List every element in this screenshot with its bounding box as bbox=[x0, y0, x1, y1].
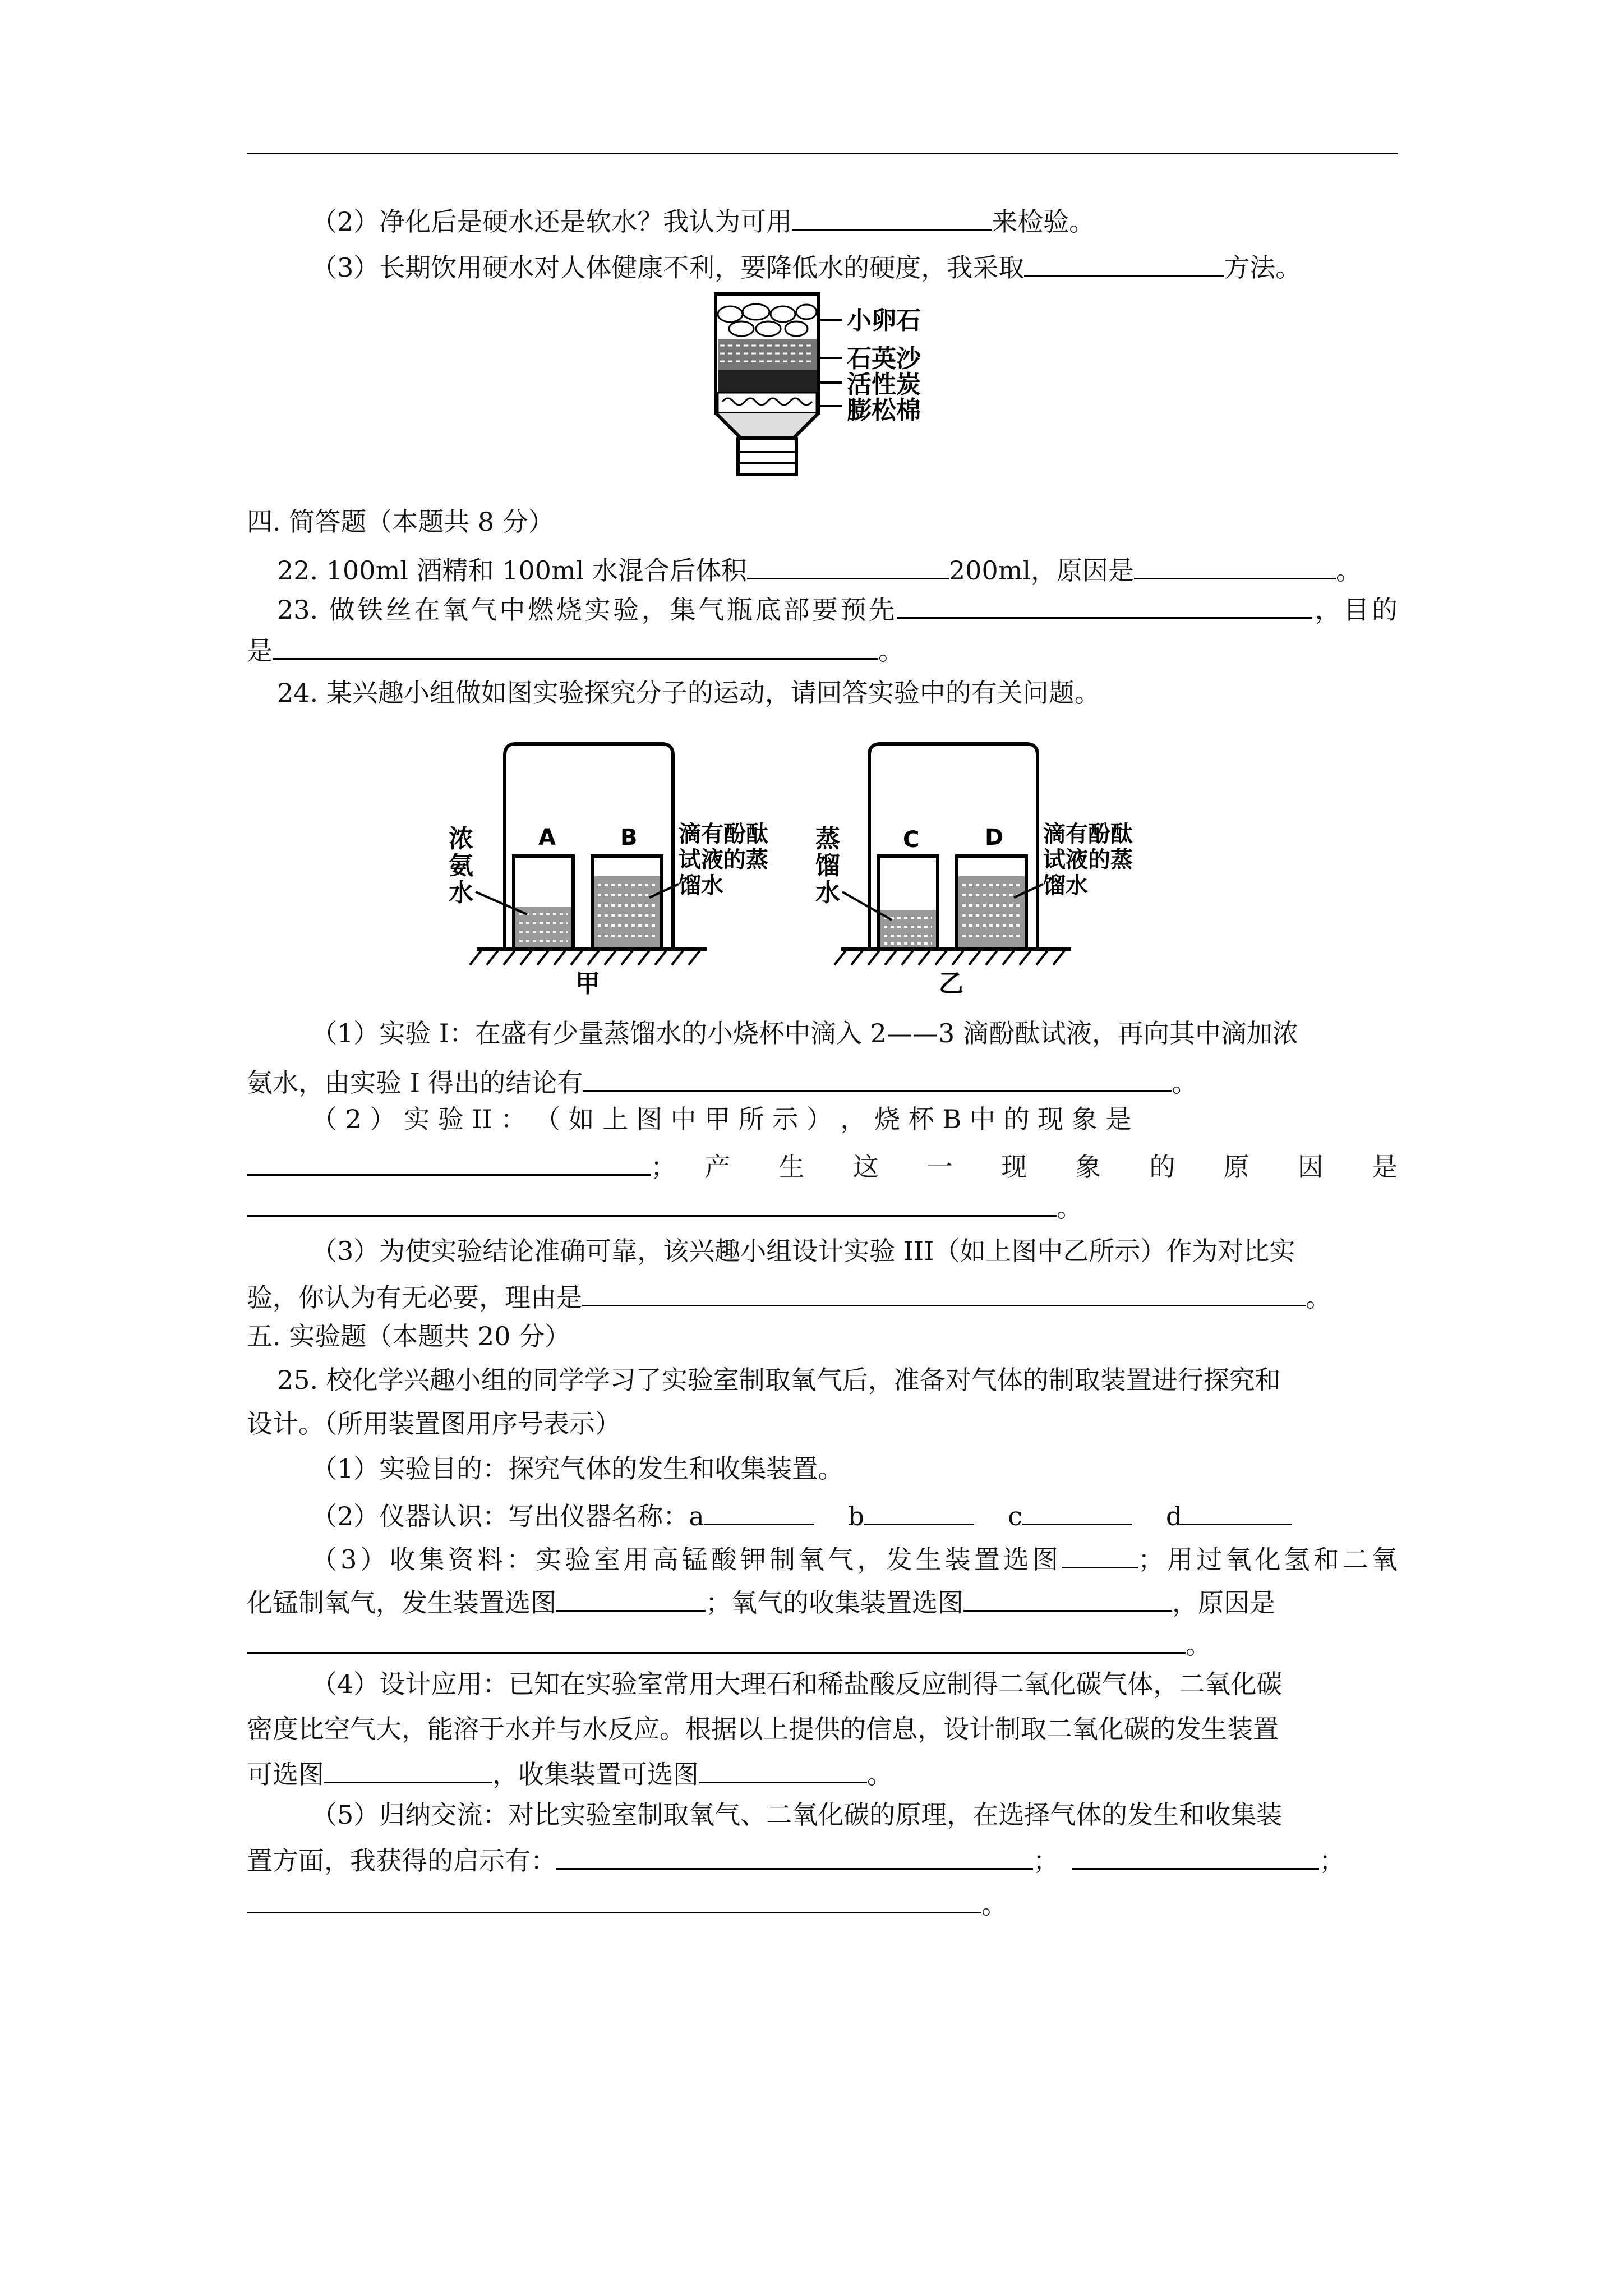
q23-cont bbox=[247, 631, 904, 668]
molecule-experiment-figure bbox=[443, 729, 1183, 999]
q25-p1: （1）实验目的：探究气体的发生和收集装置。 bbox=[311, 1453, 844, 1484]
q25-p3d-text: ；氧气的收集装置选图 bbox=[706, 1588, 963, 1618]
label-phenol-water-1: 滴有酚酞 bbox=[679, 821, 768, 847]
q22-text: 22. 100ml 酒精和 100ml 水混合后体积 bbox=[277, 555, 747, 586]
q24-1a: （1）实验 I：在盛有少量蒸馏水的小烧杯中滴入 2——3 滴酚酞试液，再向其中滴加浓 bbox=[311, 1018, 1298, 1048]
q22-end: 。 bbox=[1336, 555, 1362, 586]
q25-p5-sep2: ； bbox=[1319, 1846, 1345, 1876]
section4-title: 四. 简答题（本题共 8 分） bbox=[247, 507, 554, 537]
q25-p4c bbox=[247, 1755, 893, 1791]
q23-end: 。 bbox=[878, 636, 904, 666]
q21-part2-end: 来检验。 bbox=[992, 206, 1095, 237]
answer-blank-b[interactable] bbox=[864, 1497, 974, 1525]
answer-blank[interactable] bbox=[747, 551, 949, 579]
q24-2b bbox=[247, 1147, 1398, 1184]
answer-blank-a[interactable] bbox=[704, 1497, 814, 1525]
q24-3-end: 。 bbox=[1306, 1282, 1331, 1313]
label-conc-ammonia-3: 水 bbox=[449, 878, 473, 907]
q24-3a: （3）为使实验结论准确可靠，该兴趣小组设计实验 III（如上图中乙所示）作为对比实 bbox=[311, 1236, 1295, 1266]
answer-blank[interactable] bbox=[247, 1188, 1057, 1217]
q24-2a: （ 2 ） 实 验 II ： （ 如 上 图 中 甲 所 示 ） ， 烧 杯 B 中 的 现 象 是 bbox=[311, 1104, 1132, 1134]
bottle-neck bbox=[738, 439, 796, 475]
q22 bbox=[277, 551, 1362, 587]
q25-p4-end: 。 bbox=[867, 1759, 893, 1789]
q24-1-end: 。 bbox=[1172, 1068, 1198, 1098]
q25-p3b-text: ；用过氧化氢和二氧 bbox=[1138, 1544, 1398, 1575]
q25-p5-sep1: ； bbox=[1033, 1846, 1059, 1876]
q25-p3c bbox=[247, 1583, 1275, 1619]
q25-p2-d: d bbox=[1165, 1501, 1183, 1531]
q24-1b bbox=[247, 1063, 1197, 1099]
label-phenol-water-3: 馏水 bbox=[679, 873, 723, 899]
label-activated-carbon: 活性炭 bbox=[847, 370, 921, 399]
answer-blank[interactable] bbox=[247, 1147, 651, 1176]
answer-blank[interactable] bbox=[1062, 1540, 1138, 1568]
q25-p2-c: c bbox=[1008, 1501, 1022, 1531]
q24-3b bbox=[247, 1278, 1331, 1314]
caption-yi: 乙 bbox=[939, 969, 963, 998]
q25-b: 设计。（所用装置图用序号表示） bbox=[247, 1409, 621, 1439]
liquid-c bbox=[880, 910, 936, 947]
q25-p3a-text: （3）收集资料：实验室用高锰酸钾制氧气，发生装置选图 bbox=[311, 1544, 1062, 1575]
q25-p5-end: 。 bbox=[981, 1889, 1007, 1920]
setup-jia bbox=[449, 744, 768, 998]
answer-blank[interactable] bbox=[582, 1278, 1306, 1306]
quartz-sand-layer bbox=[718, 339, 817, 370]
answer-blank[interactable] bbox=[1024, 248, 1224, 277]
q25-p5-cont bbox=[247, 1885, 1007, 1921]
q25-p3-cont bbox=[247, 1625, 1211, 1662]
label-phenol-water-2: 试液的蒸 bbox=[679, 847, 768, 873]
answer-blank[interactable] bbox=[247, 1885, 981, 1913]
answer-blank[interactable] bbox=[897, 590, 1312, 619]
q21-part2-text: （2）净化后是硬水还是软水？我认为可用 bbox=[311, 206, 792, 237]
q21-part3-text: （3）长期饮用硬水对人体健康不利，要降低水的硬度，我采取 bbox=[311, 252, 1025, 283]
q25-p2-b: b bbox=[847, 1501, 865, 1531]
q25-p3-end: 。 bbox=[1186, 1630, 1211, 1660]
q23-text: 23. 做铁丝在氧气中燃烧实验，集气瓶底部要预先 bbox=[277, 595, 897, 625]
activated-carbon-layer bbox=[718, 370, 817, 393]
answer-blank[interactable] bbox=[792, 202, 992, 231]
q24-2c bbox=[247, 1188, 1082, 1225]
answer-blank[interactable] bbox=[1072, 1841, 1319, 1870]
q22-text-b: 200ml，原因是 bbox=[948, 555, 1135, 586]
q24-3b-text: 验，你认为有无必要，理由是 bbox=[247, 1282, 582, 1313]
beaker-b-label: B bbox=[620, 825, 638, 850]
q24: 24. 某兴趣小组做如图实验探究分子的运动，请回答实验中的有关问题。 bbox=[277, 678, 1100, 708]
answer-blank[interactable] bbox=[556, 1583, 706, 1612]
q25-p4d-text: ，收集装置可选图 bbox=[492, 1759, 699, 1789]
answer-blank[interactable] bbox=[247, 1625, 1186, 1654]
q25-p4c-text: 可选图 bbox=[247, 1759, 324, 1789]
answer-blank[interactable] bbox=[324, 1755, 492, 1783]
answer-blank-c[interactable] bbox=[1022, 1497, 1132, 1525]
label-cotton: 膨松棉 bbox=[847, 396, 921, 425]
answer-blank[interactable] bbox=[583, 1063, 1172, 1092]
q25-p3e-text: ，原因是 bbox=[1172, 1588, 1275, 1618]
q23 bbox=[277, 590, 1398, 627]
answer-blank[interactable] bbox=[273, 631, 878, 660]
q24-2b-text: ； 产 生 这 一 现 象 的 原 因 是 bbox=[651, 1152, 1398, 1182]
q25-p4a: （4）设计应用：已知在实验室常用大理石和稀盐酸反应制得二氧化碳气体，二氧化碳 bbox=[311, 1669, 1283, 1699]
q21-part3 bbox=[311, 248, 1301, 284]
label-conc-ammonia-2: 氨 bbox=[449, 852, 473, 880]
q24-1b-text: 氨水，由实验 I 得出的结论有 bbox=[247, 1068, 583, 1098]
caption-jia: 甲 bbox=[575, 969, 600, 998]
q25-a: 25. 校化学兴趣小组的同学学习了实验室制取氧气后，准备对气体的制取装置进行探究和 bbox=[277, 1365, 1281, 1395]
answer-blank[interactable] bbox=[963, 1583, 1172, 1612]
beaker-c-label: C bbox=[903, 827, 920, 853]
q25-p2-text: （2）仪器认识：写出仪器名称：a bbox=[311, 1501, 704, 1531]
q25-p2 bbox=[311, 1497, 1292, 1533]
answer-blank-d[interactable] bbox=[1182, 1497, 1292, 1525]
label-pebbles: 小卵石 bbox=[847, 306, 921, 335]
label-conc-ammonia-1: 浓 bbox=[449, 825, 473, 853]
label-distilled-3: 水 bbox=[815, 878, 840, 907]
setup-yi bbox=[815, 744, 1133, 998]
label-phenol-water-yi-1: 滴有酚酞 bbox=[1043, 821, 1133, 847]
q25-p5b bbox=[247, 1841, 1345, 1878]
q25-p4b: 密度比空气大，能溶于水并与水反应。根据以上提供的信息，设计制取二氧化碳的发生装置 bbox=[247, 1714, 1279, 1744]
q24-2-end: 。 bbox=[1057, 1193, 1082, 1223]
beaker-a-label: A bbox=[538, 825, 556, 850]
beaker-d-label: D bbox=[985, 825, 1004, 850]
q25-p5b-text: 置方面，我获得的启示有： bbox=[247, 1846, 556, 1876]
label-phenol-water-yi-2: 试液的蒸 bbox=[1043, 847, 1133, 873]
q25-p5a: （5）归纳交流：对比实验室制取氧气、二氧化碳的原理，在选择气体的发生和收集装 bbox=[311, 1800, 1283, 1830]
section5-title: 五. 实验题（本题共 20 分） bbox=[247, 1321, 571, 1351]
answer-blank[interactable] bbox=[699, 1755, 867, 1783]
header-rule bbox=[247, 153, 1398, 154]
q23-text-c: 是 bbox=[247, 636, 273, 666]
q25-p3c-text: 化锰制氧气，发生装置选图 bbox=[247, 1588, 556, 1618]
q25-p3a bbox=[311, 1540, 1398, 1576]
answer-blank[interactable] bbox=[556, 1841, 1033, 1870]
label-distilled-2: 馏 bbox=[815, 852, 840, 880]
label-quartz-sand: 石英沙 bbox=[847, 344, 921, 373]
q23-text-b: ，目的 bbox=[1312, 595, 1398, 625]
label-distilled-1: 蒸 bbox=[815, 825, 840, 853]
q21-part2 bbox=[311, 202, 1095, 238]
label-phenol-water-yi-3: 馏水 bbox=[1043, 873, 1088, 899]
answer-blank[interactable] bbox=[1134, 551, 1336, 579]
q21-part3-end: 方法。 bbox=[1224, 252, 1302, 283]
water-filter-figure bbox=[695, 292, 942, 488]
